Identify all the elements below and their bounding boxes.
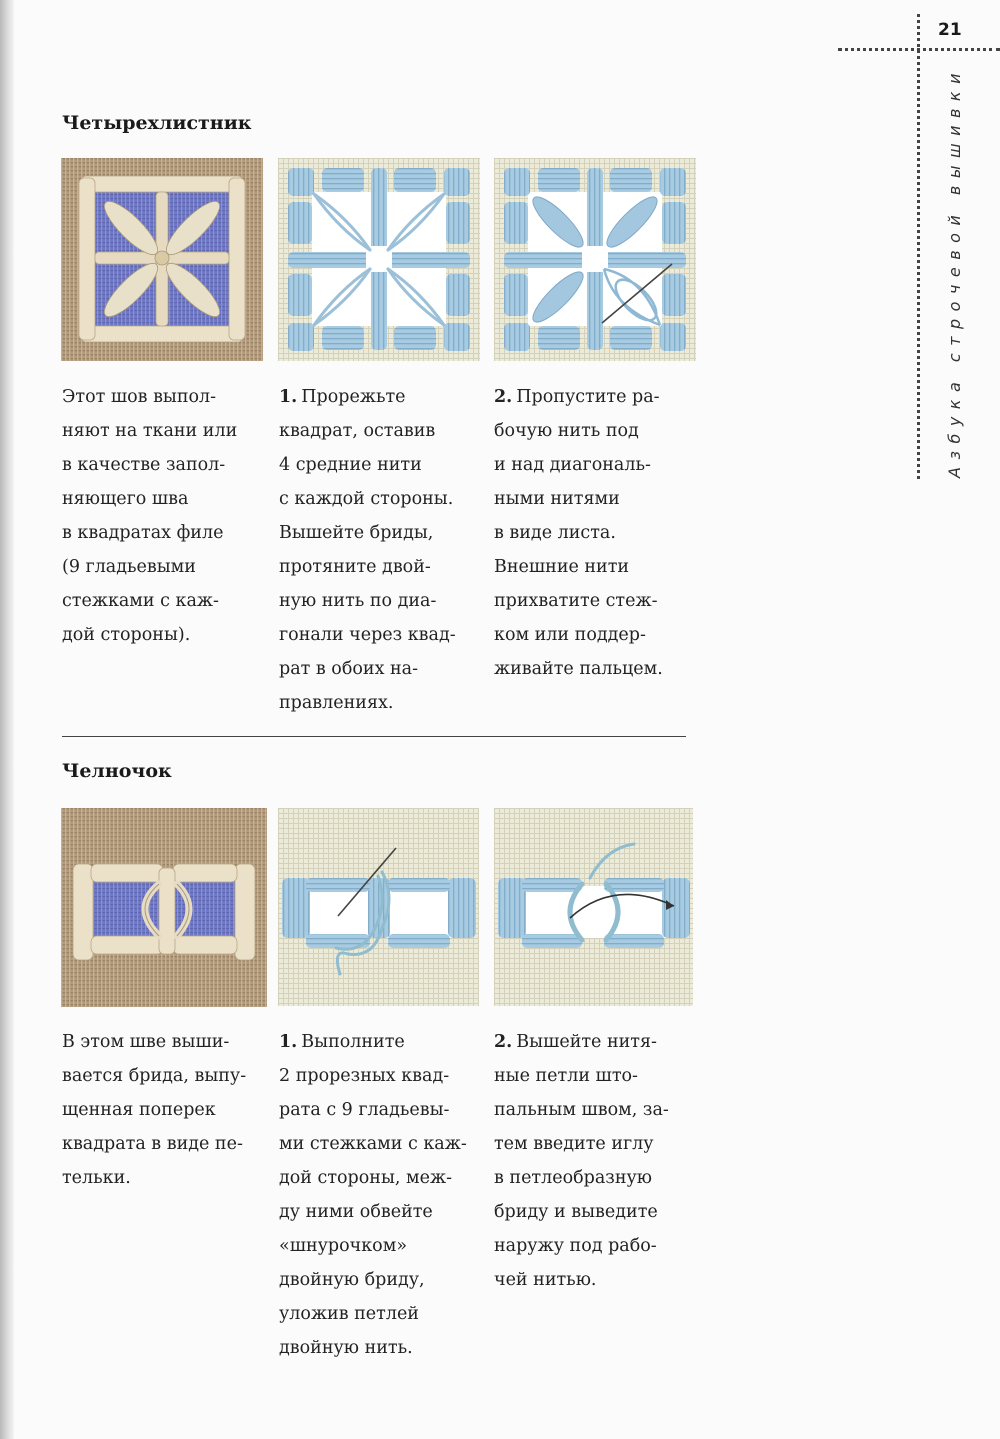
step-number: 2. [494,387,513,407]
caption-four-leaf-intro: Этот шов выпол- няют на ткани или в качестве запол- няющего шва в квадратах филе (9 гладьевыми стежками с каж- дой стороны). [62,387,238,645]
caption-shuttle-intro: В этом шве выши- вается брида, выпу- щенная поперек квадрата в виде пе- тельки. [62,1032,247,1188]
diagram-four-leaf-step-2 [494,158,696,361]
diagram-four-leaf-step-1 [278,158,480,361]
book-binding-shadow [0,0,14,1439]
section-title-four-leaf: Четырехлистник [62,112,252,134]
running-title: Азбука строчевой вышивки [945,66,964,478]
step-number: 2. [494,1032,513,1052]
step-number: 1. [279,387,298,407]
caption-four-leaf-step-1 [279,380,475,720]
photo-four-leaf-stitch [61,158,263,361]
step-text: Вышейте нитя- ные петли што- пальным швом, за- тем введите иглу в петлеобразную бриду и выведите наружу под рабо- чей нитью. [494,1032,669,1290]
caption-shuttle-step-1 [279,1025,475,1365]
caption-four-leaf-step-2 [494,380,694,686]
dotted-rule-vertical [917,14,920,479]
diagram-shuttle-step-1 [278,808,479,1006]
step-text: Выполните 2 прорезных квад- рата с 9 гладьевы- ми стежками с каж- дой стороны, меж- ду ними обвейте «шнурочком» двойную бриду, уложив петлей двойную нить. [279,1032,467,1358]
section-title-shuttle: Челночок [62,760,172,782]
step-text: Пропустите ра- бочую нить под и над диагональ- ными нитями в виде листа. Внешние нити прихватите стеж- ком или поддер- живайте пальцем. [494,387,663,679]
caption-shuttle-step-2 [494,1025,694,1297]
photo-shuttle-stitch [61,808,267,1007]
step-number: 1. [279,1032,298,1052]
step-text: Прорежьте квадрат, оставив 4 средние нити с каждой стороны. Вышейте бриды, протяните двой- ную нить по диа- гонали через квад- рат в обоих на- правлениях. [279,387,456,713]
diagram-shuttle-step-2 [494,808,693,1006]
page-number: 21 [938,20,962,40]
section-divider [62,736,686,737]
